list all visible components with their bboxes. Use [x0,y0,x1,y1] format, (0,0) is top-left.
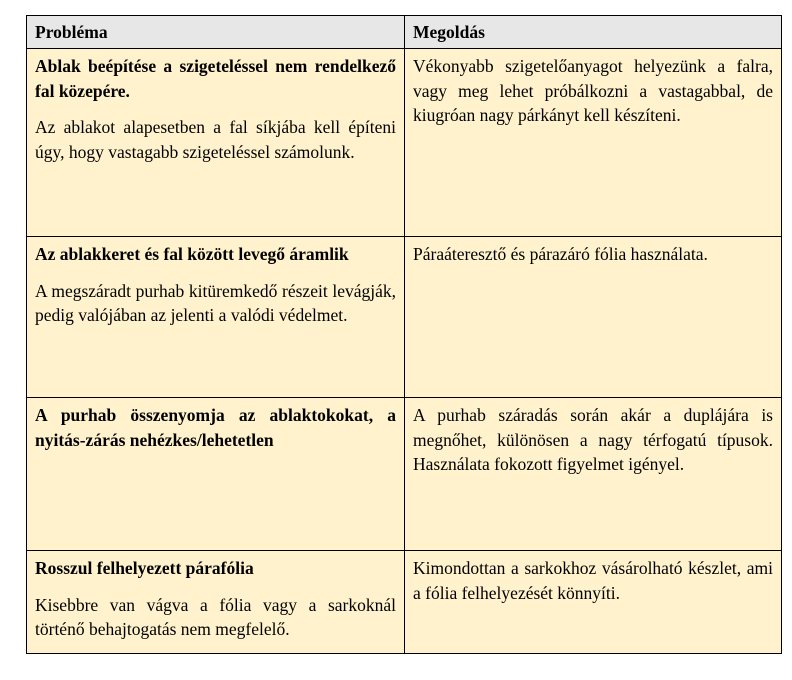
problem-solution-table [26,15,782,654]
solution-cell [405,49,782,237]
solution-text: A purhab száradás során akár a duplájára is megnőhet, különösen a nagy térfogatú típusok. Használata fokozott figyelmet igényel. [413,405,773,474]
problem-title: Az ablakkeret és fal között levegő áramlik [35,244,349,264]
table-row [27,49,782,237]
table-row [27,398,782,551]
problem-text: Kisebbre van vágva a fólia vagy a sarkoknál történő behajtogatás nem megfelelő. [35,594,396,639]
problem-text: Az ablakot alapesetben a fal síkjába kell építeni úgy, hogy vastagabb szigeteléssel számolunk. [35,117,396,162]
table-row [27,237,782,398]
solution-cell [405,551,782,654]
header-problem: Probléma [27,16,405,49]
solution-text: Páraáteresztő és párazáró fólia használata. [413,244,708,264]
problem-cell [27,398,405,551]
problem-cell [27,551,405,654]
table-header-row [27,16,782,49]
problem-title: Rosszul felhelyezett párafólia [35,558,254,578]
problem-text: A megszáradt purhab kitüremkedő részeit levágják, pedig valójában az jelenti a valódi védelmet. [35,280,396,325]
solution-cell [405,237,782,398]
problem-title: Ablak beépítése a szigeteléssel nem rendelkező fal közepére. [35,56,396,101]
problem-cell [27,49,405,237]
table-row [27,551,782,654]
solution-text: Vékonyabb szigetelőanyagot helyezünk a falra, vagy meg lehet próbálkozni a vastagabbal, de kiugróan nagy párkányt kell készíteni. [413,56,773,125]
problem-title: A purhab összenyomja az ablaktokokat, a nyitás-zárás nehézkes/lehetetlen [35,405,396,450]
solution-text: Kimondottan a sarkokhoz vásárolható készlet, ami a fólia felhelyezését könnyíti. [413,558,773,603]
problem-cell [27,237,405,398]
header-solution: Megoldás [405,16,782,49]
solution-cell [405,398,782,551]
